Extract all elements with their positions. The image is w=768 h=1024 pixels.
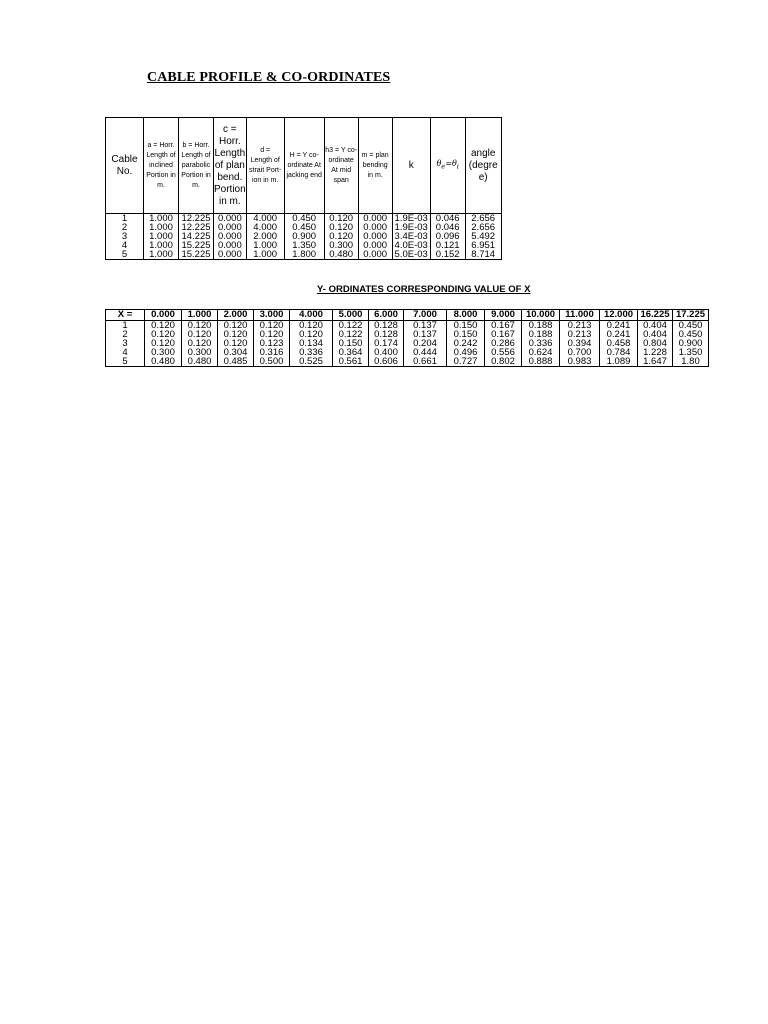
header-h3: h3 = Y co- ordinate At mid span bbox=[324, 118, 358, 214]
table-cell: 0.888 bbox=[522, 357, 560, 367]
x-value-header: 17.225 bbox=[673, 310, 709, 321]
table-cell: 2.656 bbox=[465, 214, 501, 224]
table-cell: 0.123 bbox=[254, 339, 290, 348]
table-row bbox=[106, 232, 502, 241]
x-value-header: 1.000 bbox=[182, 310, 218, 321]
table-cell: 0.122 bbox=[333, 321, 369, 331]
table-cell: 0.174 bbox=[369, 339, 404, 348]
table-cell: 0.404 bbox=[638, 321, 673, 331]
table-cell: 0.120 bbox=[290, 321, 333, 331]
table-cell: 0.120 bbox=[324, 223, 358, 232]
table-cell: 4.0E-03 bbox=[392, 241, 430, 250]
table-cell: 0.150 bbox=[447, 321, 485, 331]
table-cell: 0.316 bbox=[254, 348, 290, 357]
table-cell: 2.000 bbox=[246, 232, 284, 241]
table-cell: 1 bbox=[106, 321, 145, 331]
table-cell: 0.000 bbox=[214, 214, 247, 224]
table-cell: 0.500 bbox=[254, 357, 290, 367]
table-cell: 1.000 bbox=[246, 250, 284, 260]
table-cell: 0.336 bbox=[290, 348, 333, 357]
table-cell: 0.000 bbox=[358, 232, 392, 241]
table-cell: 0.485 bbox=[218, 357, 254, 367]
table-cell: 0.000 bbox=[358, 223, 392, 232]
table-cell: 0.188 bbox=[522, 321, 560, 331]
table-cell: 0.213 bbox=[560, 321, 600, 331]
header-d: d = Length of strait Port- ion in m. bbox=[246, 118, 284, 214]
table-cell: 0.450 bbox=[673, 330, 709, 339]
table-cell: 0.000 bbox=[214, 223, 247, 232]
table-cell: 1.80 bbox=[673, 357, 709, 367]
ordinates-header-row bbox=[106, 310, 709, 321]
table-cell: 0.727 bbox=[447, 357, 485, 367]
table-cell: 0.336 bbox=[522, 339, 560, 348]
table-cell: 0.120 bbox=[145, 321, 182, 331]
table-cell: 0.096 bbox=[430, 232, 465, 241]
table-cell: 0.606 bbox=[369, 357, 404, 367]
table-cell: 1.000 bbox=[144, 214, 179, 224]
table-cell: 0.450 bbox=[284, 214, 324, 224]
table-cell: 1.089 bbox=[600, 357, 638, 367]
table-cell: 0.046 bbox=[430, 223, 465, 232]
table-cell: 0.700 bbox=[560, 348, 600, 357]
table-cell: 0.241 bbox=[600, 330, 638, 339]
table-cell: 6.951 bbox=[465, 241, 501, 250]
table-cell: 0.120 bbox=[182, 339, 218, 348]
cable-profile-table bbox=[105, 117, 502, 260]
table-cell: 0.784 bbox=[600, 348, 638, 357]
table-cell: 0.128 bbox=[369, 321, 404, 331]
table-cell: 2.656 bbox=[465, 223, 501, 232]
header-k: k bbox=[392, 118, 430, 214]
x-value-header: 7.000 bbox=[404, 310, 447, 321]
table-cell: 0.480 bbox=[324, 250, 358, 260]
table-cell: 0.120 bbox=[145, 339, 182, 348]
table-cell: 4.000 bbox=[246, 214, 284, 224]
table-cell: 0.300 bbox=[182, 348, 218, 357]
table-cell: 0.167 bbox=[485, 330, 522, 339]
x-value-header: 0.000 bbox=[145, 310, 182, 321]
table-cell: 0.286 bbox=[485, 339, 522, 348]
table-cell: 1.800 bbox=[284, 250, 324, 260]
x-value-header: 5.000 bbox=[333, 310, 369, 321]
table-cell: 0.000 bbox=[214, 250, 247, 260]
table-cell: 0.137 bbox=[404, 330, 447, 339]
table-cell: 1.000 bbox=[246, 241, 284, 250]
table-cell: 0.458 bbox=[600, 339, 638, 348]
table-row bbox=[106, 223, 502, 232]
table-cell: 0.137 bbox=[404, 321, 447, 331]
table-cell: 0.561 bbox=[333, 357, 369, 367]
table-cell: 2 bbox=[106, 223, 144, 232]
x-value-header: 8.000 bbox=[447, 310, 485, 321]
table-cell: 5 bbox=[106, 250, 144, 260]
table-cell: 1.000 bbox=[144, 232, 179, 241]
table-cell: 0.480 bbox=[145, 357, 182, 367]
table-cell: 5 bbox=[106, 357, 145, 367]
table-row bbox=[106, 339, 709, 348]
table-cell: 1.647 bbox=[638, 357, 673, 367]
table-cell: 0.242 bbox=[447, 339, 485, 348]
table-cell: 0.134 bbox=[290, 339, 333, 348]
table-cell: 0.983 bbox=[560, 357, 600, 367]
table-cell: 0.204 bbox=[404, 339, 447, 348]
table-cell: 0.120 bbox=[324, 232, 358, 241]
table-cell: 0.300 bbox=[324, 241, 358, 250]
header-c: c = Horr. Length of plan bend. Portion in m. bbox=[214, 118, 247, 214]
table-cell: 0.000 bbox=[214, 241, 247, 250]
table-cell: 0.624 bbox=[522, 348, 560, 357]
table-cell: 0.120 bbox=[218, 330, 254, 339]
table-cell: 0.400 bbox=[369, 348, 404, 357]
table-cell: 3.4E-03 bbox=[392, 232, 430, 241]
table-row bbox=[106, 241, 502, 250]
table-cell: 0.120 bbox=[254, 330, 290, 339]
x-value-header: 4.000 bbox=[290, 310, 333, 321]
header-a: a = Horr. Length of inclined Portion in m. bbox=[144, 118, 179, 214]
table-cell: 0.556 bbox=[485, 348, 522, 357]
header-b: b = Horr. Length of parabolic Portion in m. bbox=[179, 118, 214, 214]
table-cell: 0.480 bbox=[182, 357, 218, 367]
header-theta: $\theta_e=\theta_i$ bbox=[430, 118, 465, 214]
y-ordinates-table bbox=[105, 309, 709, 367]
table-cell: 2 bbox=[106, 330, 145, 339]
table-cell: 0.167 bbox=[485, 321, 522, 331]
table-cell: 0.364 bbox=[333, 348, 369, 357]
table-cell: 12.225 bbox=[179, 214, 214, 224]
table-cell: 0.120 bbox=[290, 330, 333, 339]
x-value-header: 12.000 bbox=[600, 310, 638, 321]
table-cell: 0.122 bbox=[333, 330, 369, 339]
table-cell: 0.188 bbox=[522, 330, 560, 339]
table-cell: 1.000 bbox=[144, 241, 179, 250]
table-cell: 0.300 bbox=[145, 348, 182, 357]
table-cell: 0.000 bbox=[358, 250, 392, 260]
header-h: H = Y co- ordinate At jacking end bbox=[284, 118, 324, 214]
table-cell: 0.802 bbox=[485, 357, 522, 367]
table-cell: 1.228 bbox=[638, 348, 673, 357]
table-row bbox=[106, 321, 709, 331]
table-cell: 4 bbox=[106, 348, 145, 357]
table-cell: 14.225 bbox=[179, 232, 214, 241]
table-cell: 0.404 bbox=[638, 330, 673, 339]
table-cell: 0.152 bbox=[430, 250, 465, 260]
x-value-header: 9.000 bbox=[485, 310, 522, 321]
table-cell: 0.444 bbox=[404, 348, 447, 357]
table-cell: 0.120 bbox=[218, 321, 254, 331]
table-cell: 0.450 bbox=[284, 223, 324, 232]
x-label-cell: X = bbox=[106, 310, 145, 321]
table-cell: 0.120 bbox=[254, 321, 290, 331]
table-cell: 1 bbox=[106, 214, 144, 224]
table-cell: 0.000 bbox=[358, 241, 392, 250]
table-cell: 0.120 bbox=[218, 339, 254, 348]
x-value-header: 3.000 bbox=[254, 310, 290, 321]
table-cell: 12.225 bbox=[179, 223, 214, 232]
table-cell: 1.9E-03 bbox=[392, 214, 430, 224]
table-cell: 0.900 bbox=[284, 232, 324, 241]
table-row bbox=[106, 357, 709, 367]
table-cell: 0.120 bbox=[324, 214, 358, 224]
table-cell: 0.450 bbox=[673, 321, 709, 331]
table-cell: 3 bbox=[106, 339, 145, 348]
table-cell: 0.804 bbox=[638, 339, 673, 348]
header-cable-no: Cable No. bbox=[106, 118, 144, 214]
table-cell: 0.128 bbox=[369, 330, 404, 339]
table-cell: 5.0E-03 bbox=[392, 250, 430, 260]
table-cell: 0.661 bbox=[404, 357, 447, 367]
ordinates-title: Y- ORDINATES CORRESPONDING VALUE OF X bbox=[317, 284, 531, 295]
table-cell: 15.225 bbox=[179, 241, 214, 250]
table-row bbox=[106, 250, 502, 260]
table-row bbox=[106, 330, 709, 339]
table-row bbox=[106, 348, 709, 357]
table-cell: 3 bbox=[106, 232, 144, 241]
table-cell: 0.304 bbox=[218, 348, 254, 357]
table-cell: 0.150 bbox=[447, 330, 485, 339]
header-angle: angle (degre e) bbox=[465, 118, 501, 214]
table-cell: 0.000 bbox=[358, 214, 392, 224]
table-cell: 1.9E-03 bbox=[392, 223, 430, 232]
x-value-header: 16.225 bbox=[638, 310, 673, 321]
page-title: CABLE PROFILE & CO-ORDINATES bbox=[147, 70, 391, 85]
table-cell: 0.496 bbox=[447, 348, 485, 357]
table-cell: 1.000 bbox=[144, 250, 179, 260]
table-cell: 0.000 bbox=[214, 232, 247, 241]
table-cell: 8.714 bbox=[465, 250, 501, 260]
table-cell: 4.000 bbox=[246, 223, 284, 232]
table-cell: 0.120 bbox=[182, 330, 218, 339]
table-cell: 0.394 bbox=[560, 339, 600, 348]
table-cell: 0.046 bbox=[430, 214, 465, 224]
table-row bbox=[106, 214, 502, 224]
table-cell: 0.120 bbox=[182, 321, 218, 331]
table-cell: 15.225 bbox=[179, 250, 214, 260]
table-cell: 4 bbox=[106, 241, 144, 250]
header-m: m = plan bending in m. bbox=[358, 118, 392, 214]
table-cell: 1.350 bbox=[673, 348, 709, 357]
table-cell: 1.350 bbox=[284, 241, 324, 250]
x-value-header: 11.000 bbox=[560, 310, 600, 321]
table-cell: 5.492 bbox=[465, 232, 501, 241]
table-cell: 0.150 bbox=[333, 339, 369, 348]
x-value-header: 10.000 bbox=[522, 310, 560, 321]
x-value-header: 2.000 bbox=[218, 310, 254, 321]
table-cell: 0.525 bbox=[290, 357, 333, 367]
table-cell: 0.241 bbox=[600, 321, 638, 331]
table-cell: 0.120 bbox=[145, 330, 182, 339]
table-cell: 0.121 bbox=[430, 241, 465, 250]
profile-header-row bbox=[106, 118, 502, 214]
x-value-header: 6.000 bbox=[369, 310, 404, 321]
table-cell: 1.000 bbox=[144, 223, 179, 232]
table-cell: 0.900 bbox=[673, 339, 709, 348]
table-cell: 0.213 bbox=[560, 330, 600, 339]
